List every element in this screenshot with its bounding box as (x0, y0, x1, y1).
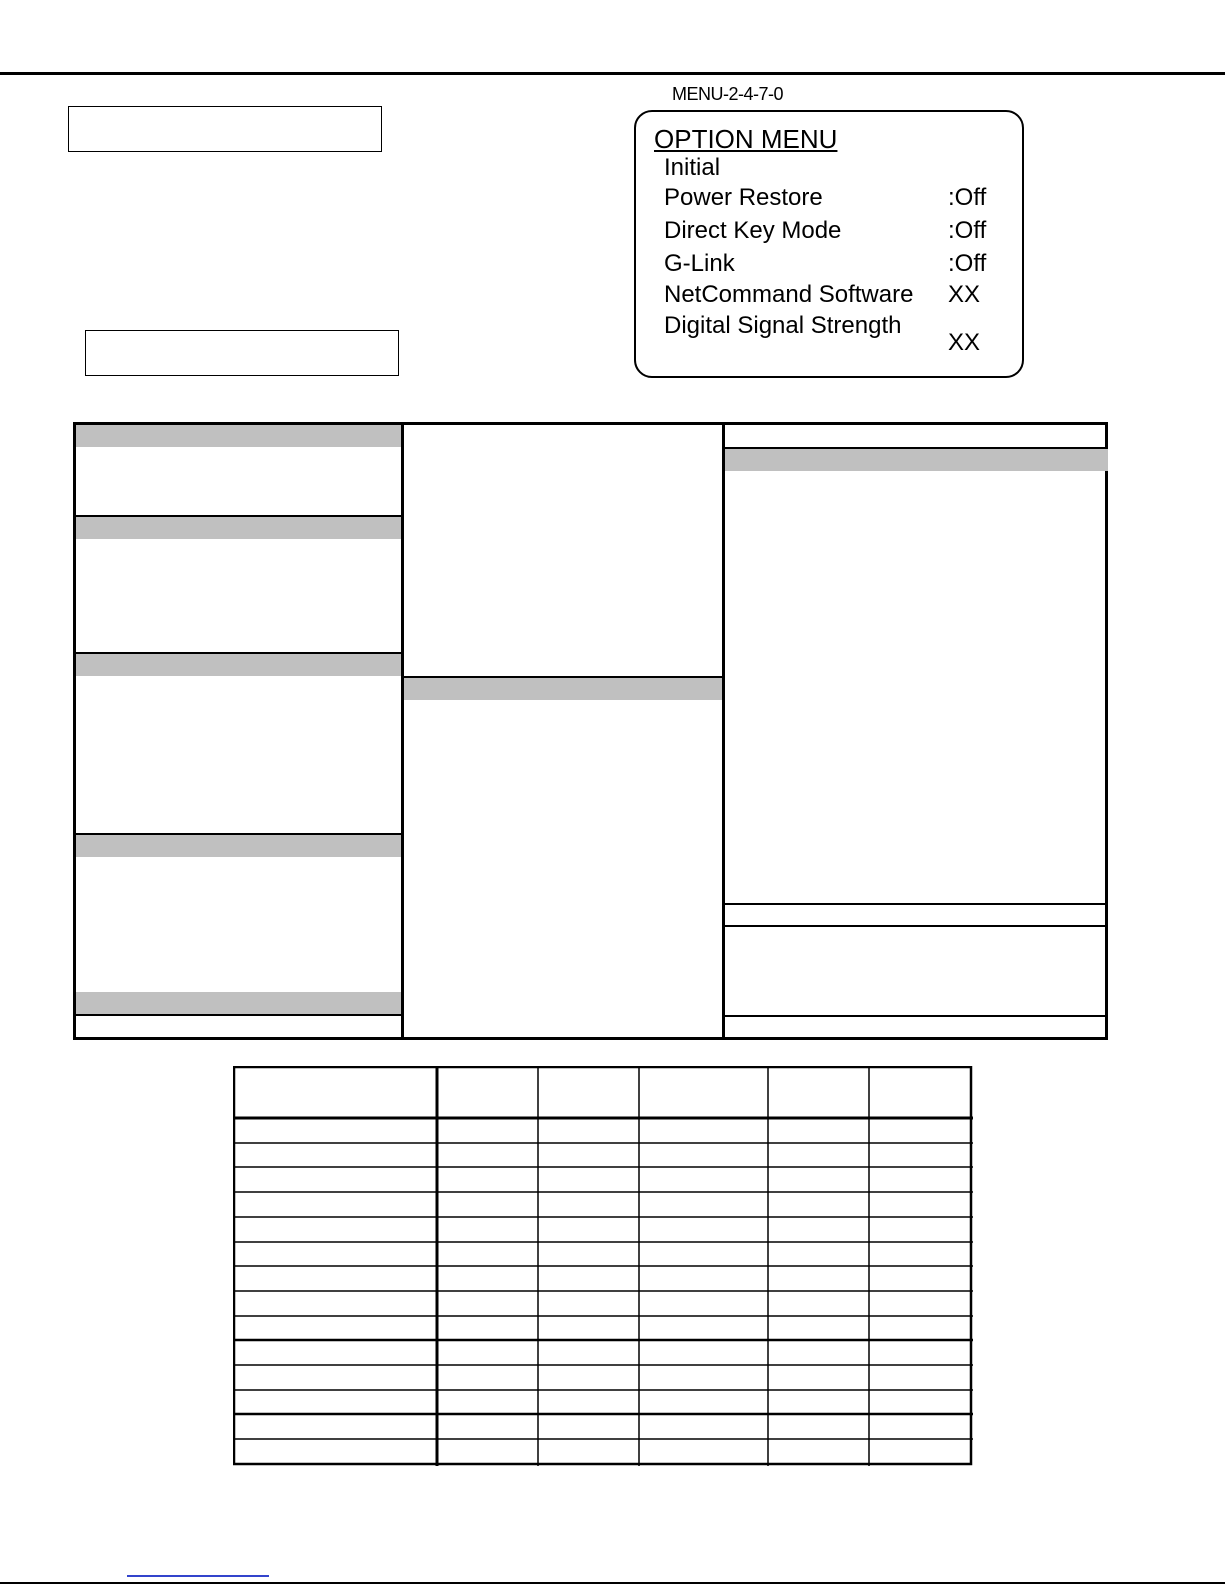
menu-item-g-link[interactable]: G-Link (664, 250, 735, 277)
settings-table (233, 1066, 973, 1466)
right-divider-3 (725, 925, 1108, 927)
menu-item-power-restore[interactable]: Power Restore (664, 184, 823, 211)
left-section-2-header (76, 517, 401, 539)
left-section-1-header (76, 425, 401, 447)
menu-item-initial[interactable]: Initial (664, 154, 721, 181)
column-divider-1 (401, 425, 404, 1037)
footer-link-underline[interactable] (127, 1575, 269, 1577)
option-menu-panel (634, 110, 1024, 378)
menu-value-netcommand-software: XX (948, 281, 981, 308)
bottom-rule (0, 1582, 1225, 1584)
top-rule (0, 72, 1225, 75)
menu-code: MENU-2-4-7-0 (672, 84, 784, 104)
menu-diagram-frame (73, 422, 1108, 1040)
middle-section-header (404, 678, 722, 700)
settings-table-grid (233, 1066, 973, 1466)
menu-value-g-link: :Off (948, 250, 987, 277)
option-menu-title: OPTION MENU (654, 124, 838, 154)
menu-value-digital-signal-strength: XX (948, 329, 981, 356)
left-section-5-header (76, 992, 401, 1014)
column-divider-2 (722, 425, 725, 1037)
left-section-3-header (76, 654, 401, 676)
right-section-header (725, 449, 1108, 471)
left-section-4-header (76, 835, 401, 857)
label-box-bottom (85, 330, 399, 376)
menu-value-direct-key-mode: :Off (948, 217, 987, 244)
left-divider-4 (76, 1014, 401, 1016)
right-divider-2 (725, 903, 1108, 905)
label-box-top (68, 106, 382, 152)
menu-item-direct-key-mode[interactable]: Direct Key Mode (664, 217, 842, 244)
menu-item-digital-signal-strength[interactable]: Digital Signal Strength (664, 312, 902, 339)
menu-item-netcommand-software[interactable]: NetCommand Software (664, 281, 914, 308)
menu-value-power-restore: :Off (948, 184, 987, 211)
right-divider-4 (725, 1015, 1108, 1017)
